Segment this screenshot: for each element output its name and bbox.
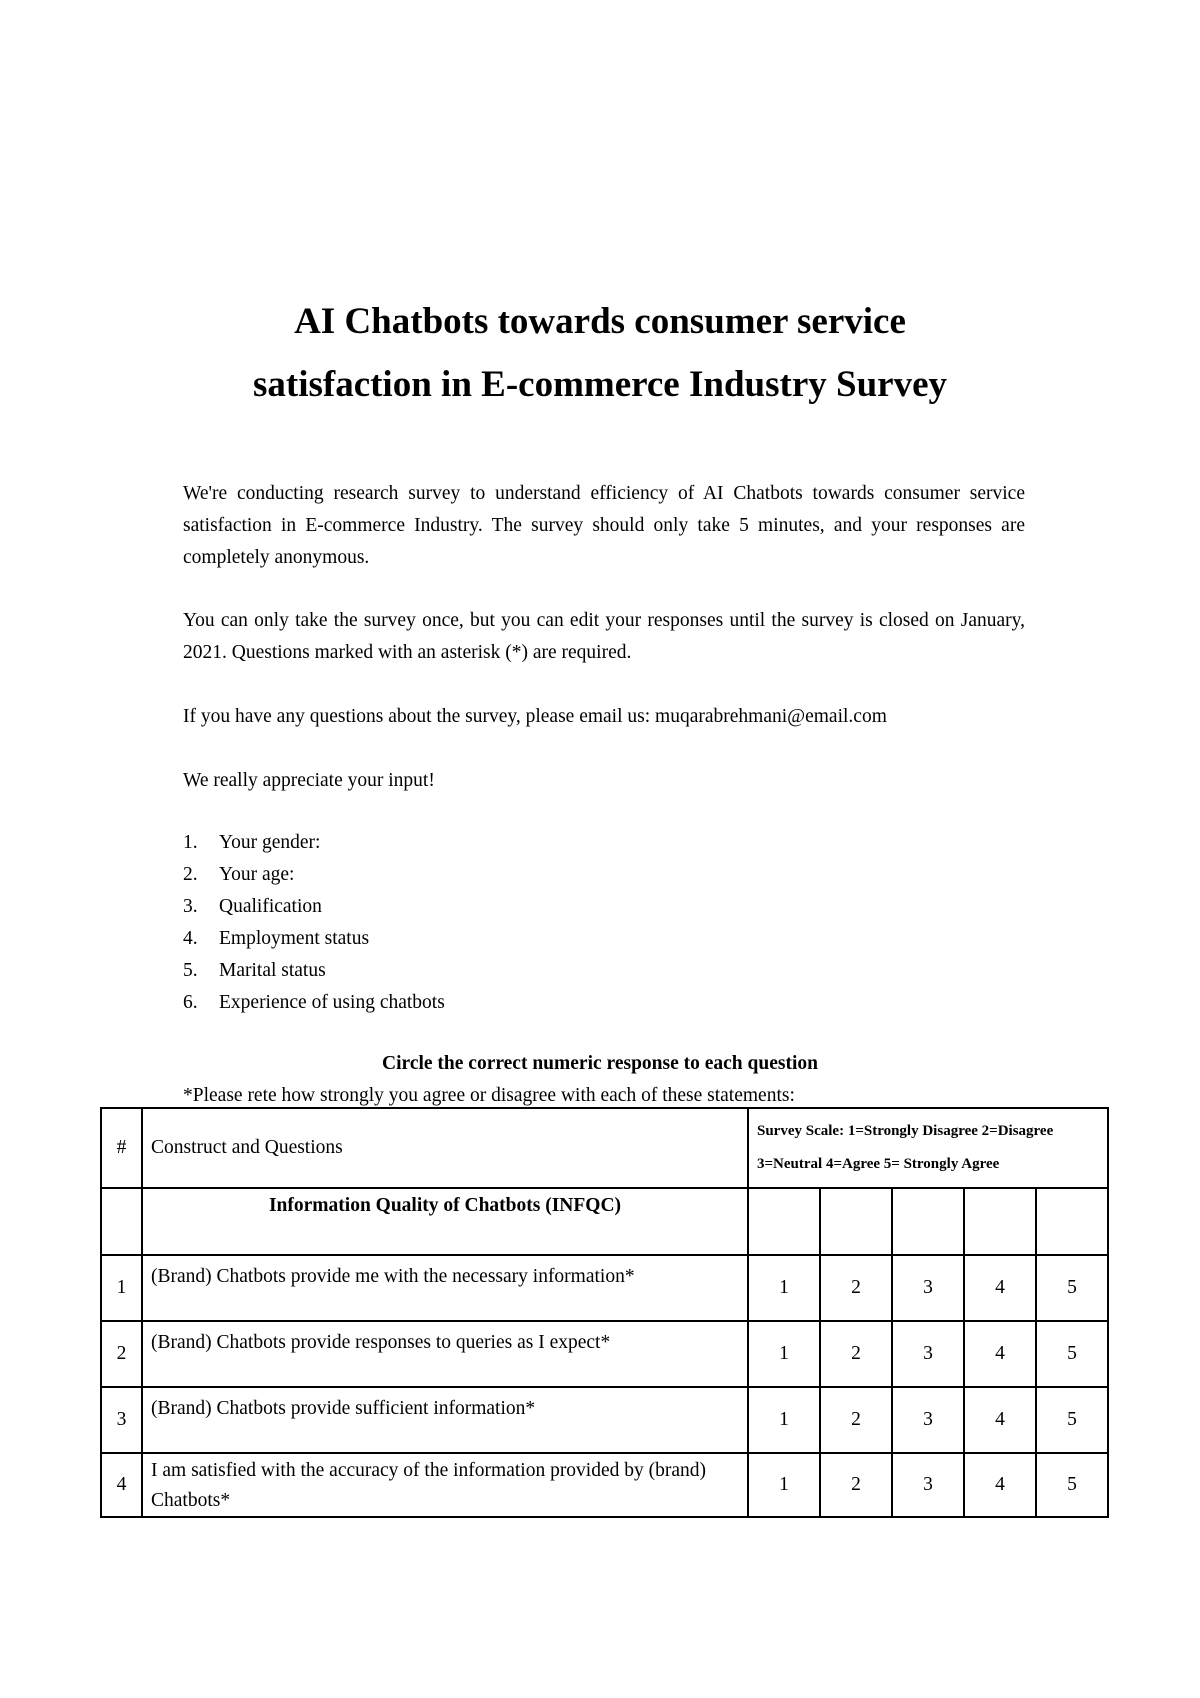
list-item: 6. Experience of using chatbots bbox=[183, 987, 445, 1019]
scale-option-2[interactable]: 2 bbox=[820, 1321, 892, 1387]
empty-cell bbox=[101, 1188, 142, 1255]
scale-option-4[interactable]: 4 bbox=[964, 1255, 1036, 1321]
instruction-heading: Circle the correct numeric response to each question bbox=[382, 1053, 818, 1074]
survey-scale-legend bbox=[748, 1108, 1108, 1188]
table-row bbox=[101, 1321, 1108, 1387]
scale-option-3[interactable]: 3 bbox=[892, 1387, 964, 1453]
scale-option-3[interactable]: 3 bbox=[892, 1321, 964, 1387]
scale-legend-line-2: 3=Neutral 4=Agree 5= Strongly Agree bbox=[757, 1156, 1000, 1172]
intro-paragraph: We're conducting research survey to understand efficiency of AI Chatbots towards consumer service satisfaction in E-commerce Industry. The survey should only take 5 minutes, and your responses are completely anonymous. bbox=[183, 483, 1025, 568]
section-heading: Information Quality of Chatbots (INFQC) bbox=[142, 1188, 748, 1255]
question-text: Qualification bbox=[219, 896, 322, 917]
title-line-1: AI Chatbots towards consumer service bbox=[294, 301, 906, 342]
scale-option-2[interactable]: 2 bbox=[820, 1255, 892, 1321]
row-number: 3 bbox=[101, 1387, 142, 1453]
demographic-questions-list bbox=[183, 827, 445, 1019]
scale-option-2[interactable]: 2 bbox=[820, 1387, 892, 1453]
list-item: 4. Employment status bbox=[183, 923, 445, 955]
list-item: 5. Marital status bbox=[183, 955, 445, 987]
table-row bbox=[101, 1453, 1108, 1517]
title-line-2: satisfaction in E-commerce Industry Survey bbox=[252, 364, 948, 405]
question-text: Your gender: bbox=[219, 832, 321, 853]
table-row bbox=[101, 1387, 1108, 1453]
survey-rules-paragraph: You can only take the survey once, but you can edit your responses until the survey is closed on January, 2021. Questions marked with an asterisk (*) are required. bbox=[183, 610, 1025, 663]
scale-option-1[interactable]: 1 bbox=[748, 1453, 820, 1517]
rating-note: *Please rete how strongly you agree or disagree with each of these statements: bbox=[183, 1085, 795, 1106]
empty-cell bbox=[1036, 1188, 1108, 1255]
scale-option-4[interactable]: 4 bbox=[964, 1387, 1036, 1453]
list-item: 1. Your gender: bbox=[183, 827, 445, 859]
empty-cell bbox=[964, 1188, 1036, 1255]
section-row bbox=[101, 1188, 1108, 1255]
question-text: Marital status bbox=[219, 960, 326, 981]
empty-cell bbox=[820, 1188, 892, 1255]
question-cell: (Brand) Chatbots provide me with the necessary information* bbox=[142, 1255, 748, 1321]
scale-option-5[interactable]: 5 bbox=[1036, 1387, 1108, 1453]
survey-table bbox=[100, 1107, 1109, 1518]
survey-title bbox=[0, 290, 1200, 416]
scale-option-1[interactable]: 1 bbox=[748, 1255, 820, 1321]
question-cell: I am satisfied with the accuracy of the information provided by (brand) Chatbots* bbox=[142, 1453, 748, 1517]
row-number: 1 bbox=[101, 1255, 142, 1321]
empty-cell bbox=[892, 1188, 964, 1255]
appreciation-paragraph: We really appreciate your input! bbox=[183, 770, 435, 791]
scale-option-4[interactable]: 4 bbox=[964, 1321, 1036, 1387]
list-item: 3. Qualification bbox=[183, 891, 445, 923]
table-row bbox=[101, 1255, 1108, 1321]
empty-cell bbox=[748, 1188, 820, 1255]
list-item: 2. Your age: bbox=[183, 859, 445, 891]
contact-paragraph: If you have any questions about the survey, please email us: muqarabrehmani@email.com bbox=[183, 706, 887, 727]
question-cell: (Brand) Chatbots provide responses to queries as I expect* bbox=[142, 1321, 748, 1387]
row-number: 4 bbox=[101, 1453, 142, 1517]
scale-option-1[interactable]: 1 bbox=[748, 1387, 820, 1453]
question-text: Employment status bbox=[219, 928, 370, 949]
header-construct: Construct and Questions bbox=[142, 1108, 748, 1188]
scale-option-5[interactable]: 5 bbox=[1036, 1453, 1108, 1517]
header-number: # bbox=[101, 1108, 142, 1188]
scale-option-4[interactable]: 4 bbox=[964, 1453, 1036, 1517]
scale-option-3[interactable]: 3 bbox=[892, 1453, 964, 1517]
scale-option-1[interactable]: 1 bbox=[748, 1321, 820, 1387]
scale-option-2[interactable]: 2 bbox=[820, 1453, 892, 1517]
row-number: 2 bbox=[101, 1321, 142, 1387]
question-cell: (Brand) Chatbots provide sufficient information* bbox=[142, 1387, 748, 1453]
scale-legend-line-1: Survey Scale: 1=Strongly Disagree 2=Disagree bbox=[757, 1123, 1054, 1139]
table-header-row bbox=[101, 1108, 1108, 1188]
question-text: Your age: bbox=[219, 864, 295, 885]
scale-option-5[interactable]: 5 bbox=[1036, 1255, 1108, 1321]
scale-option-5[interactable]: 5 bbox=[1036, 1321, 1108, 1387]
question-text: Experience of using chatbots bbox=[219, 992, 445, 1013]
scale-option-3[interactable]: 3 bbox=[892, 1255, 964, 1321]
